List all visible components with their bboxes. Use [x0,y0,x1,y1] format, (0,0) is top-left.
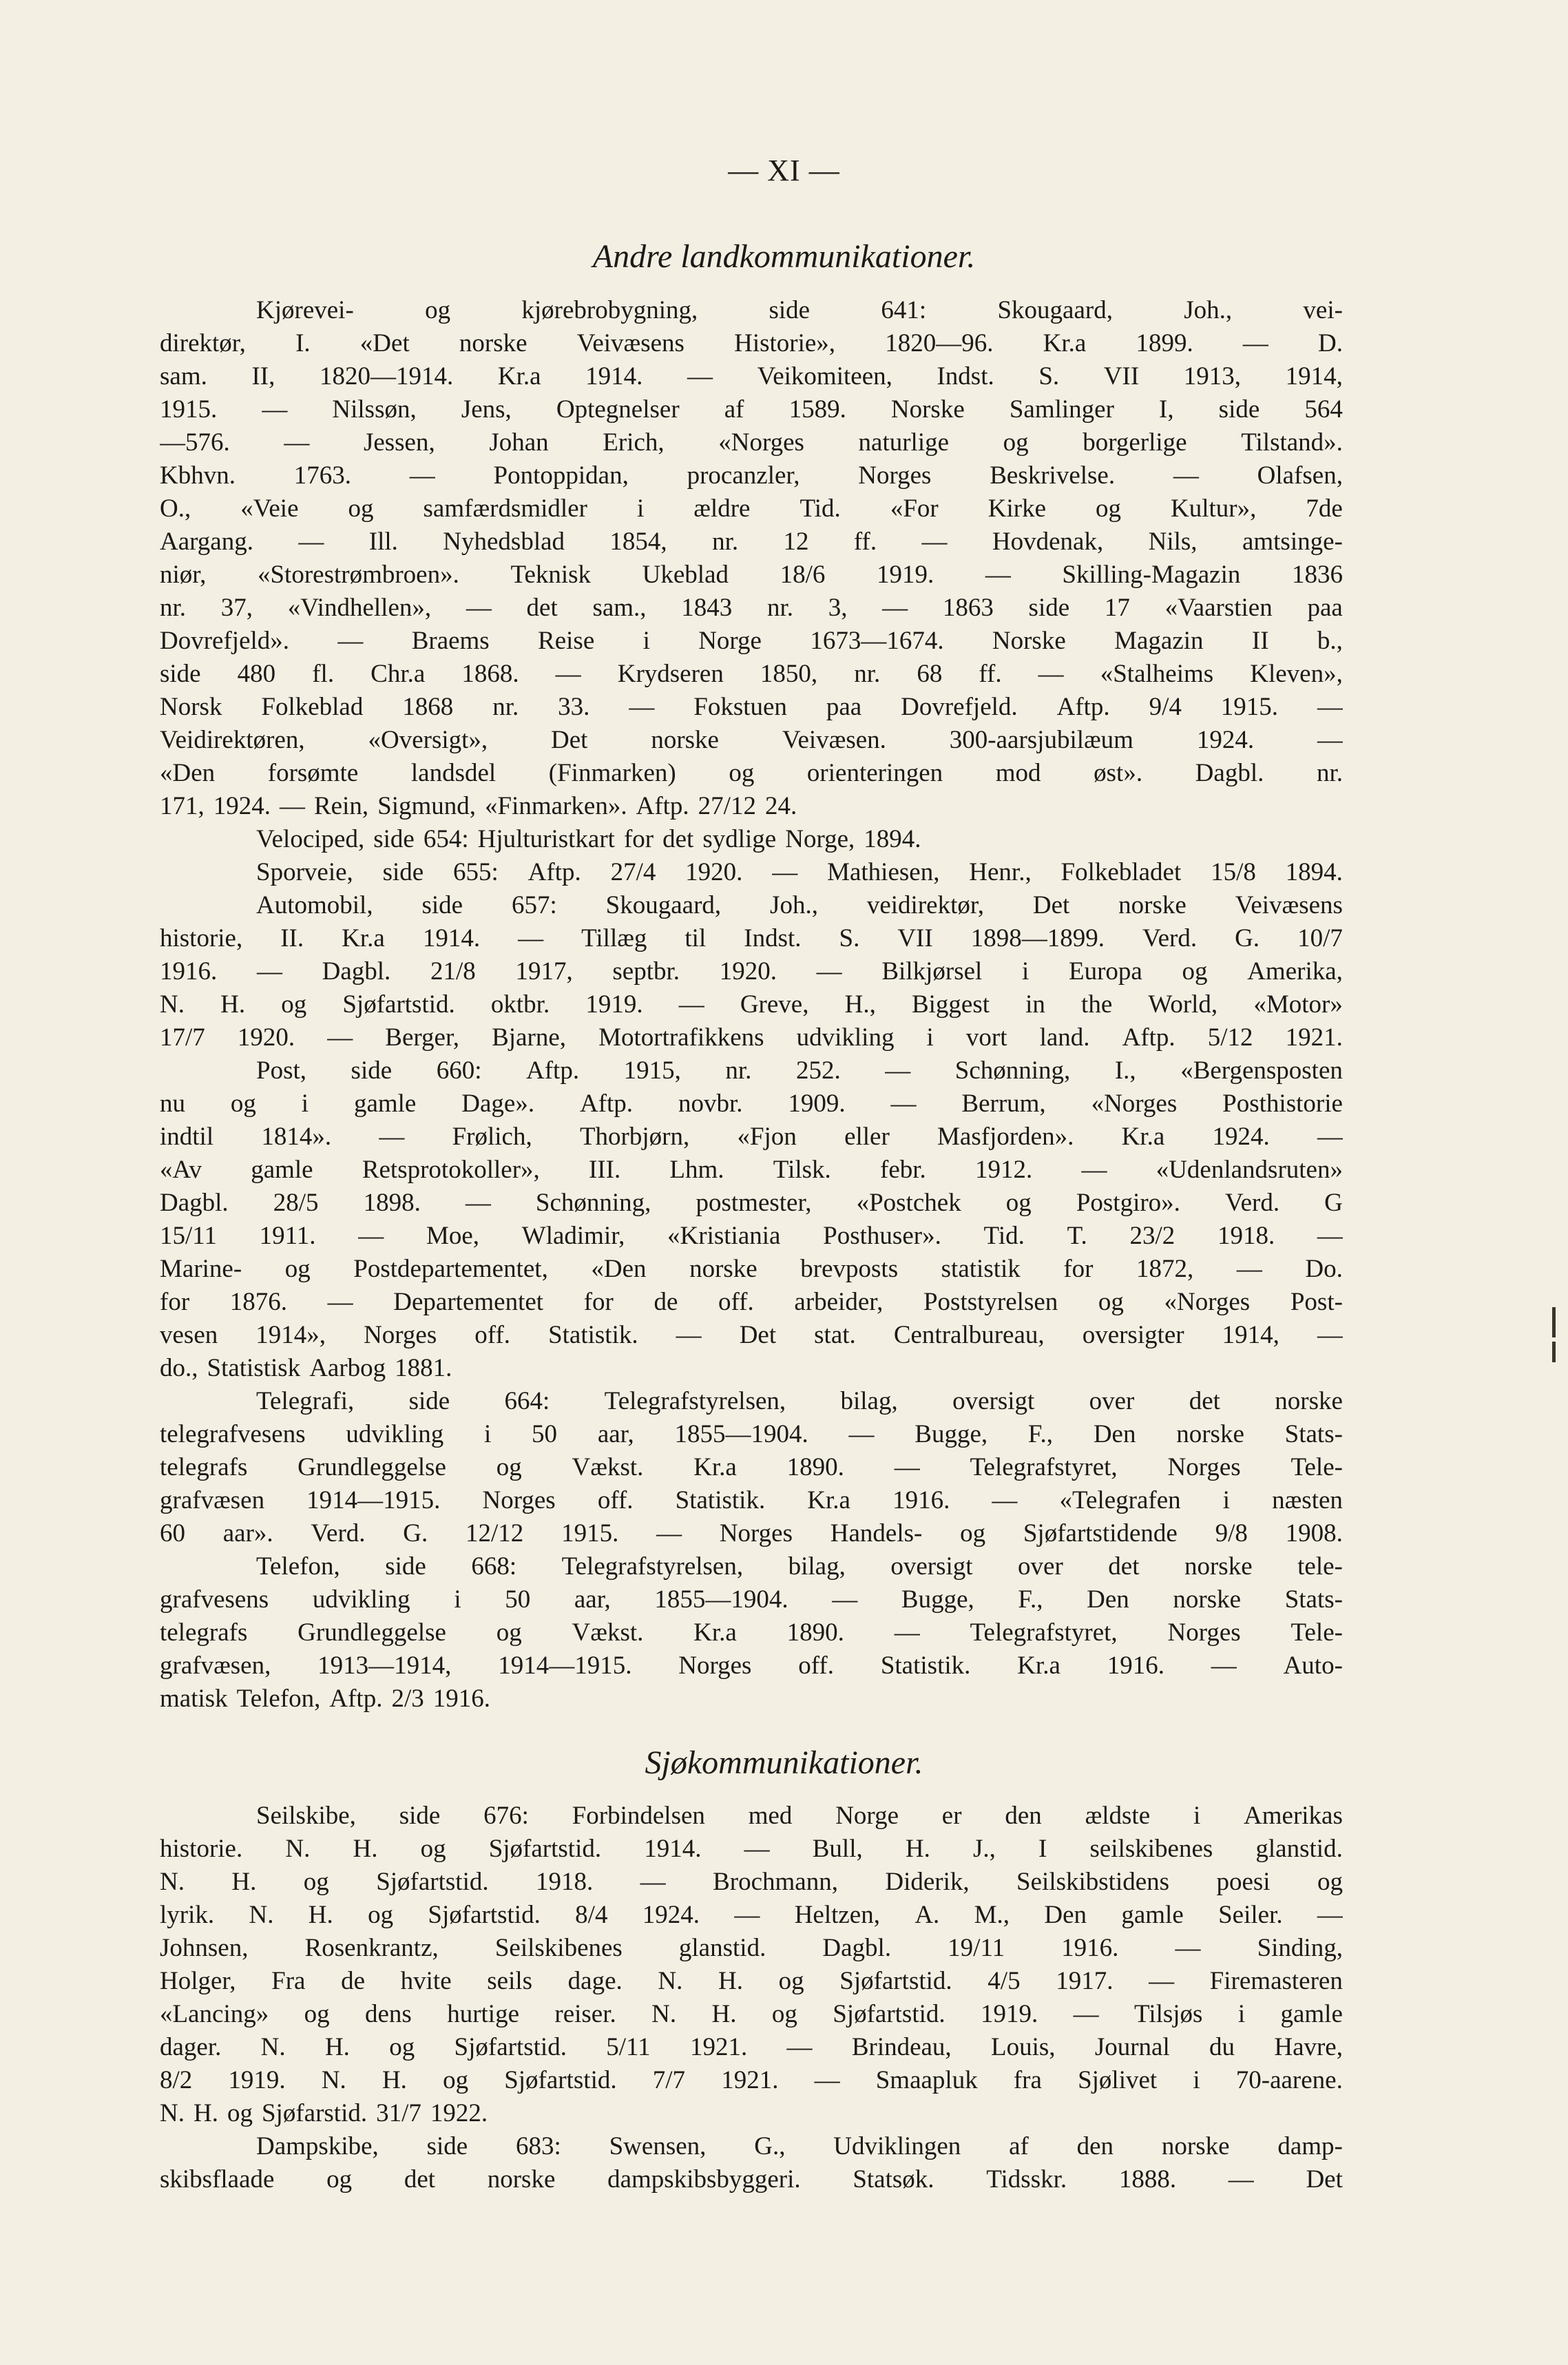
section-body-land [160,294,1343,1716]
text-line: Dovrefjeld». — Braems Reise i Norge 1673—1674. Norske Magazin II b., [160,627,1343,655]
text-line: Johnsen, Rosenkrantz, Seilskibenes glanstid. Dagbl. 19/11 1916. — Sinding, [160,1934,1343,1962]
text-line: for 1876. — Departementet for de off. arbeider, Poststyrelsen og «Norges Post- [160,1288,1343,1316]
text-line: Seilskibe, side 676: Forbindelsen med Norge er den ældste i Amerikas [256,1802,1343,1830]
text-line: 15/11 1911. — Moe, Wladimir, «Kristiania Posthuser». Tid. T. 23/2 1918. — [160,1222,1343,1250]
text-line: N. H. og Sjøfartstid. oktbr. 1919. — Greve, H., Biggest in the World, «Motor» [160,990,1343,1019]
text-line: grafvæsen, 1913—1914, 1914—1915. Norges off. Statistik. Kr.a 1916. — Auto- [160,1652,1343,1680]
text-line: N. H. og Sjøfartstid. 1918. — Brochmann, Diderik, Seilskibstidens poesi og [160,1868,1343,1896]
text-line: Dampskibe, side 683: Swensen, G., Udviklingen af den norske damp- [256,2132,1343,2160]
text-line: Marine- og Postdepartementet, «Den norske brevposts statistik for 1872, — Do. [160,1255,1343,1283]
text-line: grafvæsen 1914—1915. Norges off. Statistik. Kr.a 1916. — «Telegrafen i næsten [160,1486,1343,1514]
text-line: Norsk Folkeblad 1868 nr. 33. — Fokstuen paa Dovrefjeld. Aftp. 9/4 1915. — [160,693,1343,721]
text-line: N. H. og Sjøfarstid. 31/7 1922. [160,2099,488,2127]
text-line: —576. — Jessen, Johan Erich, «Norges naturlige og borgerlige Tilstand». [160,428,1343,457]
text-line: «Av gamle Retsprotokoller», III. Lhm. Tilsk. febr. 1912. — «Udenlandsruten» [160,1156,1343,1184]
text-line: Holger, Fra de hvite seils dage. N. H. og Sjøfartstid. 4/5 1917. — Firemasteren [160,1967,1343,1995]
text-line: historie, II. Kr.a 1914. — Tillæg til Indst. S. VII 1898—1899. Verd. G. 10/7 [160,924,1343,952]
text-line: Sporveie, side 655: Aftp. 27/4 1920. — Mathiesen, Henr., Folkebladet 15/8 1894. [256,858,1343,886]
text-line: «Den forsømte landsdel (Finmarken) og orienteringen mod øst». Dagbl. nr. [160,759,1343,787]
text-line: Kjørevei- og kjørebrobygning, side 641: Skougaard, Joh., vei- [256,296,1343,324]
text-line: indtil 1814». — Frølich, Thorbjørn, «Fjon eller Masfjorden». Kr.a 1924. — [160,1123,1343,1151]
text-line: «Lancing» og dens hurtige reiser. N. H. og Sjøfartstid. 1919. — Tilsjøs i gamle [160,2000,1343,2028]
text-line: Dagbl. 28/5 1898. — Schønning, postmester, «Postchek og Postgiro». Verd. G [160,1189,1343,1217]
text-line: do., Statistisk Aarbog 1881. [160,1354,452,1382]
text-line: 60 aar». Verd. G. 12/12 1915. — Norges Handels- og Sjøfartstidende 9/8 1908. [160,1519,1343,1548]
text-line: side 480 fl. Chr.a 1868. — Krydseren 1850, nr. 68 ff. — «Stalheims Kleven», [160,660,1343,688]
text-line: 8/2 1919. N. H. og Sjøfartstid. 7/7 1921. — Smaapluk fra Sjølivet i 70-aarene. [160,2066,1343,2094]
text-line: dager. N. H. og Sjøfartstid. 5/11 1921. — Brindeau, Louis, Journal du Havre, [160,2033,1343,2061]
section-heading-land: Andre landkommunikationer. [592,238,976,275]
text-line: direktør, I. «Det norske Veivæsens Historie», 1820—96. Kr.a 1899. — D. [160,329,1343,357]
text-line: O., «Veie og samfærdsmidler i ældre Tid. «For Kirke og Kultur», 7de [160,494,1343,523]
text-line: Post, side 660: Aftp. 1915, nr. 252. — Schønning, I., «Bergensposten [256,1056,1343,1085]
scan-edge-mark [1552,1342,1556,1362]
section-body-sea [160,1800,1343,2196]
text-line: Aargang. — Ill. Nyhedsblad 1854, nr. 12 ff. — Hovdenak, Nils, amtsinge- [160,528,1343,556]
text-line: Telefon, side 668: Telegrafstyrelsen, bilag, oversigt over det norske tele- [256,1552,1343,1581]
text-line: Telegrafi, side 664: Telegrafstyrelsen, bilag, oversigt over det norske [256,1387,1343,1415]
text-line: 17/7 1920. — Berger, Bjarne, Motortrafikkens udvikling i vort land. Aftp. 5/12 1921. [160,1023,1343,1052]
text-line: nr. 37, «Vindhellen», — det sam., 1843 nr. 3, — 1863 side 17 «Vaarstien paa [160,594,1343,622]
page-number: — XI — [728,154,840,187]
text-line: lyrik. N. H. og Sjøfartstid. 8/4 1924. — Heltzen, A. M., Den gamle Seiler. — [160,1901,1343,1929]
text-line: Kbhvn. 1763. — Pontoppidan, procanzler, Norges Beskrivelse. — Olafsen, [160,461,1343,490]
text-line: historie. N. H. og Sjøfartstid. 1914. — Bull, H. J., I seilskibenes glanstid. [160,1835,1343,1863]
text-line: skibsflaade og det norske dampskibsbyggeri. Statsøk. Tidsskr. 1888. — Det [160,2165,1343,2194]
text-line: Veidirektøren, «Oversigt», Det norske Veivæsen. 300-aarsjubilæum 1924. — [160,726,1343,754]
section-heading-sea: Sjøkommunikationer. [645,1744,923,1781]
text-line: nu og i gamle Dage». Aftp. novbr. 1909. — Berrum, «Norges Posthistorie [160,1090,1343,1118]
text-line: telegrafs Grundleggelse og Vækst. Kr.a 1890. — Telegrafstyret, Norges Tele- [160,1453,1343,1481]
text-line: 1916. — Dagbl. 21/8 1917, septbr. 1920. — Bilkjørsel i Europa og Amerika, [160,957,1343,986]
text-line: telegrafs Grundleggelse og Vækst. Kr.a 1890. — Telegrafstyret, Norges Tele- [160,1618,1343,1647]
text-line: niør, «Storestrømbroen». Teknisk Ukeblad 18/6 1919. — Skilling-Magazin 1836 [160,561,1343,589]
text-line: 1915. — Nilssøn, Jens, Optegnelser af 1589. Norske Samlinger I, side 564 [160,395,1343,424]
scan-edge-mark [1552,1307,1556,1337]
text-line: grafvesens udvikling i 50 aar, 1855—1904. — Bugge, F., Den norske Stats- [160,1585,1343,1614]
text-line: vesen 1914», Norges off. Statistik. — Det stat. Centralbureau, oversigter 1914, — [160,1321,1343,1349]
text-line: matisk Telefon, Aftp. 2/3 1916. [160,1685,490,1713]
text-line: sam. II, 1820—1914. Kr.a 1914. — Veikomiteen, Indst. S. VII 1913, 1914, [160,362,1343,390]
text-line: telegrafvesens udvikling i 50 aar, 1855—1904. — Bugge, F., Den norske Stats- [160,1420,1343,1448]
text-line: Automobil, side 657: Skougaard, Joh., veidirektør, Det norske Veivæsens [256,891,1343,919]
text-line: 171, 1924. — Rein, Sigmund, «Finmarken». Aftp. 27/12 24. [160,792,797,820]
text-line: Velociped, side 654: Hjulturistkart for det sydlige Norge, 1894. [256,825,921,853]
